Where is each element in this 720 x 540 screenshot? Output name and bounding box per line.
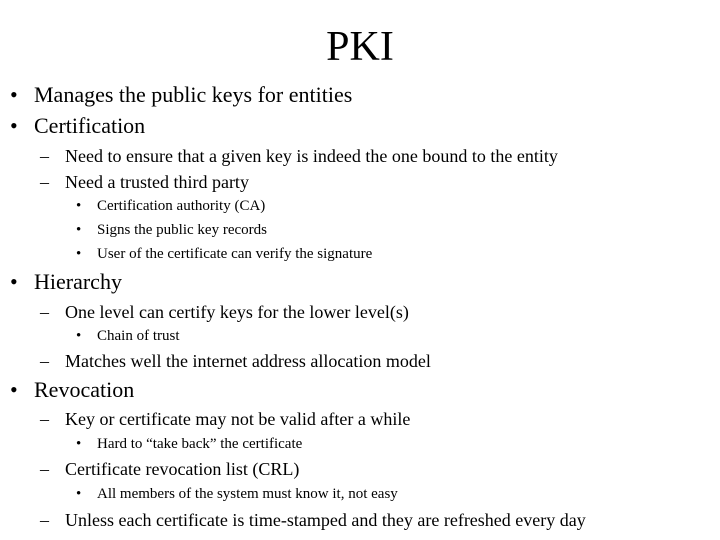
bullet-text: Hierarchy [34, 269, 122, 294]
bullet-text: Revocation [34, 377, 135, 402]
sub-sub-bullet-text: Chain of trust [97, 328, 180, 344]
sub-sub-bullet-text: Certification authority (CA) [97, 198, 266, 214]
bullet-marker: • [76, 246, 82, 262]
bullet-marker: • [10, 377, 18, 402]
bullet-marker: • [76, 198, 82, 214]
slide-title: PKI [326, 24, 394, 70]
sub-bullet-text: Key or certificate may not be valid after a while [65, 409, 411, 429]
dash-marker: – [40, 409, 49, 429]
bullet-marker: • [76, 328, 82, 344]
dash-marker: – [40, 146, 49, 166]
bullet-marker: • [10, 113, 18, 138]
dash-marker: – [40, 459, 49, 479]
bullet-text: Certification [34, 113, 146, 138]
sub-bullet-text: Unless each certificate is time-stamped and they are refreshed every day [65, 510, 586, 530]
dash-marker: – [40, 510, 49, 530]
dash-marker: – [40, 351, 49, 371]
sub-sub-bullet-text: Signs the public key records [97, 222, 267, 238]
sub-sub-bullet-text: All members of the system must know it, not easy [97, 486, 398, 502]
bullet-marker: • [10, 82, 18, 107]
bullet-marker: • [10, 269, 18, 294]
bullet-marker: • [76, 222, 82, 238]
sub-bullet-text: One level can certify keys for the lower level(s) [65, 302, 409, 322]
bullet-marker: • [76, 436, 82, 452]
sub-sub-bullet-text: User of the certificate can verify the signature [97, 246, 373, 262]
sub-bullet-text: Matches well the internet address allocation model [65, 351, 431, 371]
sub-sub-bullet-text: Hard to “take back” the certificate [97, 436, 303, 452]
bullet-text: Manages the public keys for entities [34, 82, 353, 107]
sub-bullet-text: Certificate revocation list (CRL) [65, 459, 300, 479]
dash-marker: – [40, 302, 49, 322]
sub-bullet-text: Need to ensure that a given key is indeed the one bound to the entity [65, 146, 558, 166]
bullet-marker: • [76, 486, 82, 502]
dash-marker: – [40, 172, 49, 192]
sub-bullet-text: Need a trusted third party [65, 172, 249, 192]
